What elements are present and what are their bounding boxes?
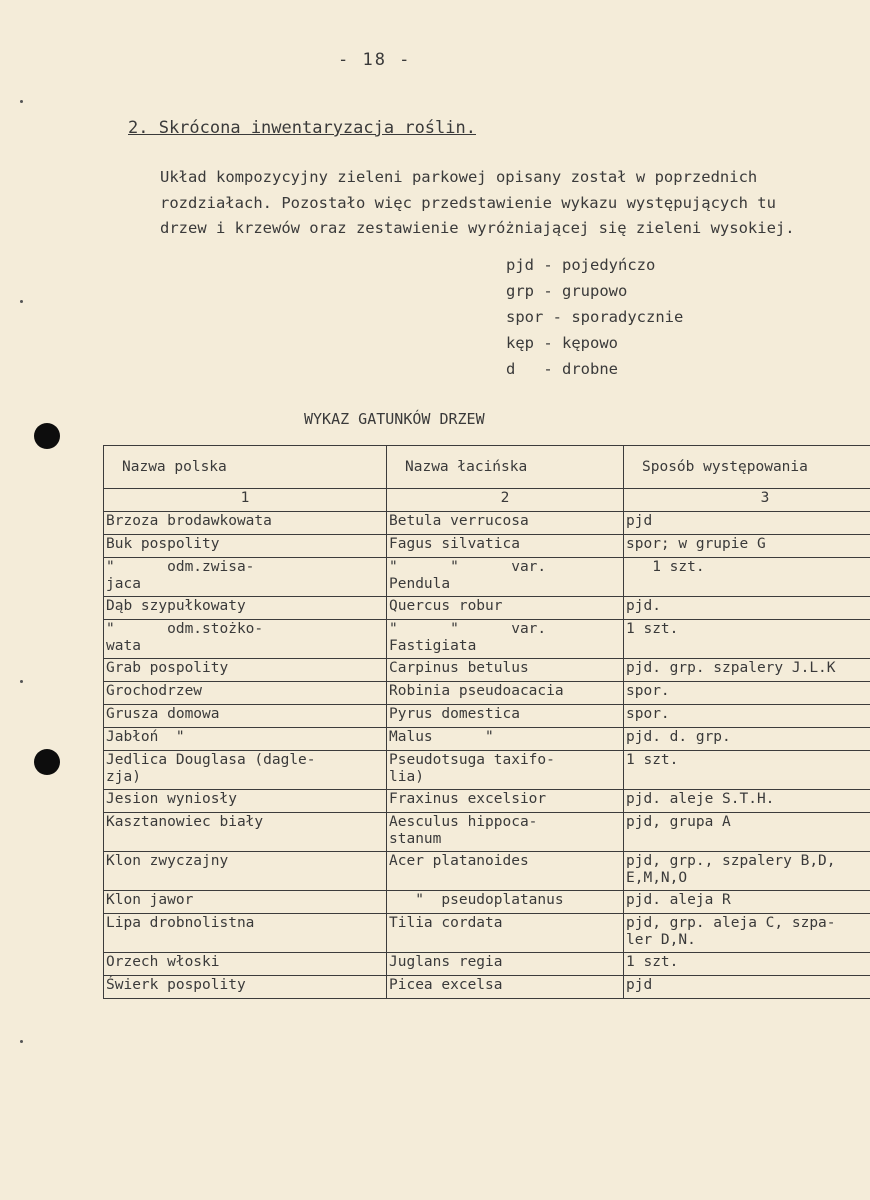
cell-polish-name: " odm.zwisa- jaca <box>104 558 387 597</box>
table-row <box>104 914 870 953</box>
cell-latin-name: Robinia pseudoacacia <box>387 682 624 705</box>
cell-occurrence: pjd. grp. szpalery J.L.K <box>624 659 870 682</box>
paper-speck <box>20 1040 23 1043</box>
legend-abbr: grp <box>506 282 534 300</box>
table-row <box>104 976 870 999</box>
cell-polish-name: Buk pospolity <box>104 535 387 558</box>
legend-meaning: sporadycznie <box>571 308 684 326</box>
cell-latin-name: Carpinus betulus <box>387 659 624 682</box>
cell-polish-name: Świerk pospolity <box>104 976 387 999</box>
table-column-numbers <box>104 489 870 512</box>
cell-occurrence: pjd, grupa A <box>624 813 870 852</box>
cell-occurrence: 1 szt. <box>624 953 870 976</box>
table-row <box>104 953 870 976</box>
cell-occurrence: 1 szt. <box>624 751 870 790</box>
legend-abbr: pjd <box>506 256 534 274</box>
header-occurrence: Sposób występowania <box>624 446 870 489</box>
punch-hole <box>34 749 60 775</box>
cell-latin-name: Fagus silvatica <box>387 535 624 558</box>
cell-latin-name: Aesculus hippoca- stanum <box>387 813 624 852</box>
page-number: - 18 - <box>338 50 412 70</box>
table-row <box>104 512 870 535</box>
table-header-row <box>104 446 870 489</box>
legend-item: d - drobne <box>506 360 619 378</box>
table-title: WYKAZ GATUNKÓW DRZEW <box>304 410 485 428</box>
tree-species-table <box>103 445 870 999</box>
table-row <box>104 891 870 914</box>
cell-latin-name: Quercus robur <box>387 597 624 620</box>
table-row <box>104 751 870 790</box>
legend-abbr: kęp <box>506 334 534 352</box>
legend-meaning: kępowo <box>562 334 618 352</box>
cell-polish-name: Klon jawor <box>104 891 387 914</box>
cell-occurrence: pjd <box>624 512 870 535</box>
table-row <box>104 728 870 751</box>
cell-occurrence: pjd. aleja R <box>624 891 870 914</box>
cell-latin-name: Juglans regia <box>387 953 624 976</box>
legend-item: pjd - pojedyńczo <box>506 256 656 274</box>
cell-polish-name: Jedlica Douglasa (dagle- zja) <box>104 751 387 790</box>
header-polish-name: Nazwa polska <box>104 446 387 489</box>
cell-occurrence: pjd. aleje S.T.H. <box>624 790 870 813</box>
cell-latin-name: Fraxinus excelsior <box>387 790 624 813</box>
paper-speck <box>20 100 23 103</box>
table-row <box>104 558 870 597</box>
table-row <box>104 620 870 659</box>
cell-polish-name: Jesion wyniosły <box>104 790 387 813</box>
cell-occurrence: 1 szt. <box>624 558 870 597</box>
table-row <box>104 705 870 728</box>
legend-item: kęp - kępowo <box>506 334 618 352</box>
legend-item: grp - grupowo <box>506 282 628 300</box>
cell-occurrence: spor; w grupie G <box>624 535 870 558</box>
legend-item: spor - sporadycznie <box>506 308 684 326</box>
cell-latin-name: Pseudotsuga taxifo- lia) <box>387 751 624 790</box>
cell-latin-name: Pyrus domestica <box>387 705 624 728</box>
table-row <box>104 813 870 852</box>
cell-occurrence: pjd, grp. aleja C, szpa- ler D,N. <box>624 914 870 953</box>
legend-meaning: pojedyńczo <box>562 256 656 274</box>
cell-polish-name: Jabłoń " <box>104 728 387 751</box>
paper-speck <box>20 680 23 683</box>
paragraph-line: Układ kompozycyjny zieleni parkowej opisany został w poprzednich <box>160 168 758 186</box>
cell-polish-name: Klon zwyczajny <box>104 852 387 891</box>
table-row <box>104 659 870 682</box>
cell-latin-name: Acer platanoides <box>387 852 624 891</box>
paragraph-line: drzew i krzewów oraz zestawienie wyróżniającej się zieleni wysokiej. <box>160 219 795 237</box>
cell-latin-name: Malus " <box>387 728 624 751</box>
section-title: 2. Skrócona inwentaryzacja roślin. <box>128 118 476 138</box>
cell-latin-name: " " var. Fastigiata <box>387 620 624 659</box>
cell-latin-name: Tilia cordata <box>387 914 624 953</box>
cell-polish-name: Grab pospolity <box>104 659 387 682</box>
cell-latin-name: " pseudoplatanus <box>387 891 624 914</box>
cell-polish-name: Grusza domowa <box>104 705 387 728</box>
cell-polish-name: Brzoza brodawkowata <box>104 512 387 535</box>
cell-polish-name: Grochodrzew <box>104 682 387 705</box>
paper-speck <box>20 300 23 303</box>
legend-abbr: spor <box>506 308 544 326</box>
legend-meaning: grupowo <box>562 282 628 300</box>
table-row <box>104 597 870 620</box>
cell-latin-name: Picea excelsa <box>387 976 624 999</box>
column-number: 2 <box>387 489 624 512</box>
cell-polish-name: Dąb szypułkowaty <box>104 597 387 620</box>
cell-polish-name: " odm.stożko- wata <box>104 620 387 659</box>
table-row <box>104 790 870 813</box>
cell-latin-name: Betula verrucosa <box>387 512 624 535</box>
cell-occurrence: pjd, grp., szpalery B,D, E,M,N,O <box>624 852 870 891</box>
cell-occurrence: pjd <box>624 976 870 999</box>
cell-polish-name: Orzech włoski <box>104 953 387 976</box>
paragraph-line: rozdziałach. Pozostało więc przedstawienie wykazu występujących tu <box>160 194 776 212</box>
column-number: 3 <box>624 489 870 512</box>
table-row <box>104 535 870 558</box>
punch-hole <box>34 423 60 449</box>
legend-abbr: d <box>506 360 516 378</box>
table-row <box>104 682 870 705</box>
table-row <box>104 852 870 891</box>
cell-occurrence: pjd. <box>624 597 870 620</box>
header-latin-name: Nazwa łacińska <box>387 446 624 489</box>
cell-occurrence: pjd. d. grp. <box>624 728 870 751</box>
cell-polish-name: Lipa drobnolistna <box>104 914 387 953</box>
cell-occurrence: spor. <box>624 682 870 705</box>
cell-latin-name: " " var. Pendula <box>387 558 624 597</box>
cell-occurrence: 1 szt. <box>624 620 870 659</box>
legend-meaning: drobne <box>562 360 619 378</box>
cell-occurrence: spor. <box>624 705 870 728</box>
column-number: 1 <box>104 489 387 512</box>
cell-polish-name: Kasztanowiec biały <box>104 813 387 852</box>
